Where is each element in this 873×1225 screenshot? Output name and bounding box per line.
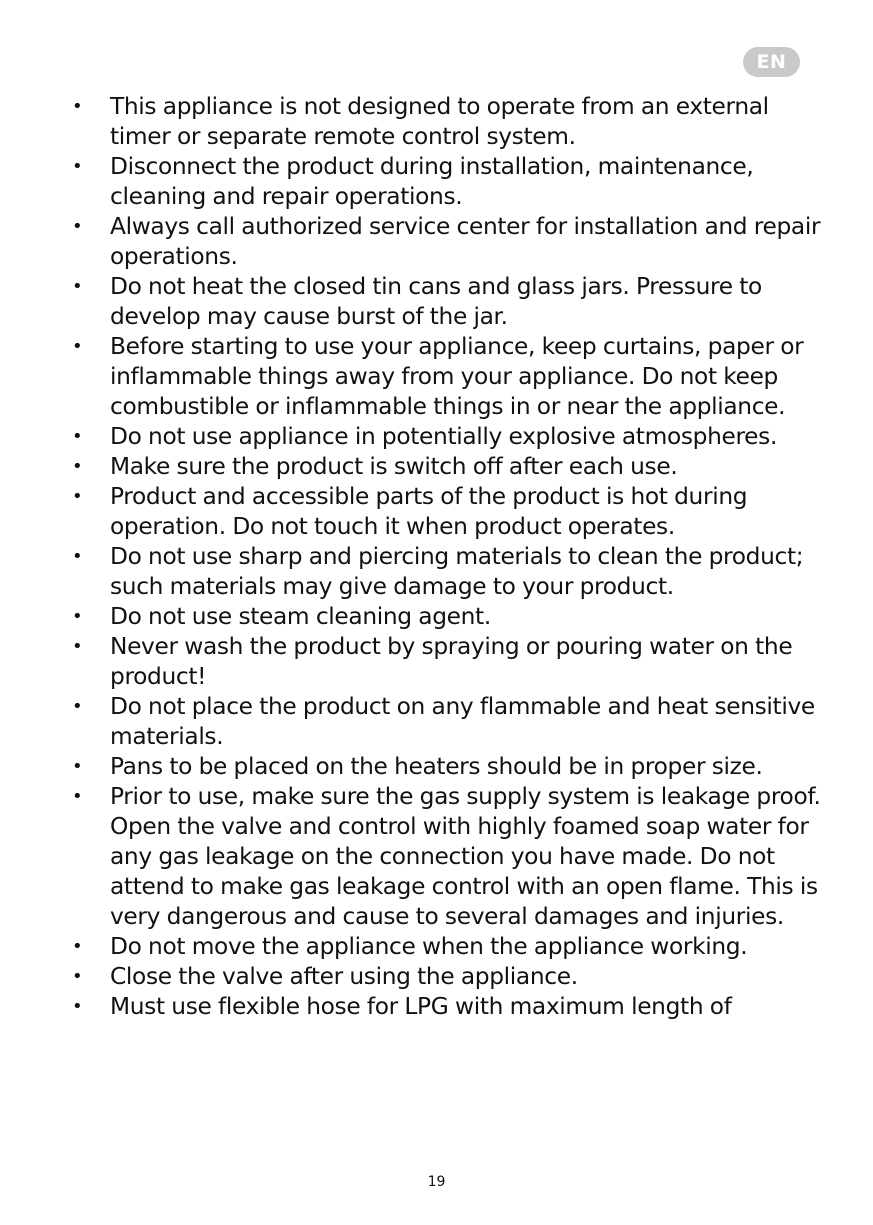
list-item-text: Do not use appliance in potentially explosive atmospheres. bbox=[110, 423, 778, 450]
list-item bbox=[0, 692, 873, 752]
list-item-text: Before starting to use your appliance, keep curtains, paper or inflammable things away from your appliance. Do not keep combustible or inflammable things in or near the appliance. bbox=[110, 333, 804, 420]
bullet-icon: • bbox=[72, 996, 83, 1017]
list-item-text: Do not use sharp and piercing materials to clean the product; such materials may give damage to your product. bbox=[110, 543, 804, 600]
safety-instructions-list bbox=[0, 92, 873, 1022]
list-item-text: Do not heat the closed tin cans and glass jars. Pressure to develop may cause burst of the jar. bbox=[110, 273, 762, 330]
list-item bbox=[0, 152, 873, 212]
list-item bbox=[0, 962, 873, 992]
page-number: 19 bbox=[427, 1174, 446, 1190]
bullet-icon: • bbox=[72, 636, 83, 657]
list-item-text: Close the valve after using the appliance. bbox=[110, 963, 578, 990]
bullet-icon: • bbox=[72, 216, 83, 237]
list-item-text: Never wash the product by spraying or pouring water on the product! bbox=[110, 633, 793, 690]
list-item bbox=[0, 422, 873, 452]
bullet-icon: • bbox=[72, 756, 83, 777]
list-item-text: Do not place the product on any flammable and heat sensitive materials. bbox=[110, 693, 815, 750]
list-item-text: Do not use steam cleaning agent. bbox=[110, 603, 491, 630]
bullet-icon: • bbox=[72, 486, 83, 507]
list-item bbox=[0, 482, 873, 542]
list-item bbox=[0, 782, 873, 932]
list-item bbox=[0, 332, 873, 422]
list-item bbox=[0, 542, 873, 602]
list-item-text: This appliance is not designed to operate from an external timer or separate remote control system. bbox=[110, 93, 769, 150]
list-item-text: Product and accessible parts of the product is hot during operation. Do not touch it when product operates. bbox=[110, 483, 748, 540]
bullet-icon: • bbox=[72, 426, 83, 447]
list-item bbox=[0, 452, 873, 482]
list-item bbox=[0, 602, 873, 632]
list-item-text: Always call authorized service center for installation and repair operations. bbox=[110, 213, 821, 270]
list-item-text: Must use flexible hose for LPG with maximum length of bbox=[110, 993, 732, 1020]
bullet-icon: • bbox=[72, 696, 83, 717]
bullet-icon: • bbox=[72, 546, 83, 567]
list-item-text: Pans to be placed on the heaters should be in proper size. bbox=[110, 753, 763, 780]
list-item-text: Make sure the product is switch off after each use. bbox=[110, 453, 678, 480]
list-item-text: Prior to use, make sure the gas supply system is leakage proof. Open the valve and control with highly foamed soap water for any gas leakage on the connection you have made. Do not attend to make gas leakage control with an open flame. This is very dangerous and cause to several damages and injuries. bbox=[110, 783, 821, 930]
list-item bbox=[0, 212, 873, 272]
bullet-icon: • bbox=[72, 276, 83, 297]
bullet-icon: • bbox=[72, 936, 83, 957]
list-item bbox=[0, 632, 873, 692]
list-item-text: Disconnect the product during installation, maintenance, cleaning and repair operations. bbox=[110, 153, 754, 210]
bullet-icon: • bbox=[72, 156, 83, 177]
list-item bbox=[0, 92, 873, 152]
bullet-icon: • bbox=[72, 336, 83, 357]
bullet-icon: • bbox=[72, 96, 83, 117]
bullet-icon: • bbox=[72, 966, 83, 987]
bullet-icon: • bbox=[72, 606, 83, 627]
list-item bbox=[0, 752, 873, 782]
list-item bbox=[0, 992, 873, 1022]
bullet-icon: • bbox=[72, 786, 83, 807]
language-badge: EN bbox=[743, 47, 800, 77]
bullet-icon: • bbox=[72, 456, 83, 477]
list-item bbox=[0, 932, 873, 962]
list-item bbox=[0, 272, 873, 332]
list-item-text: Do not move the appliance when the appliance working. bbox=[110, 933, 748, 960]
